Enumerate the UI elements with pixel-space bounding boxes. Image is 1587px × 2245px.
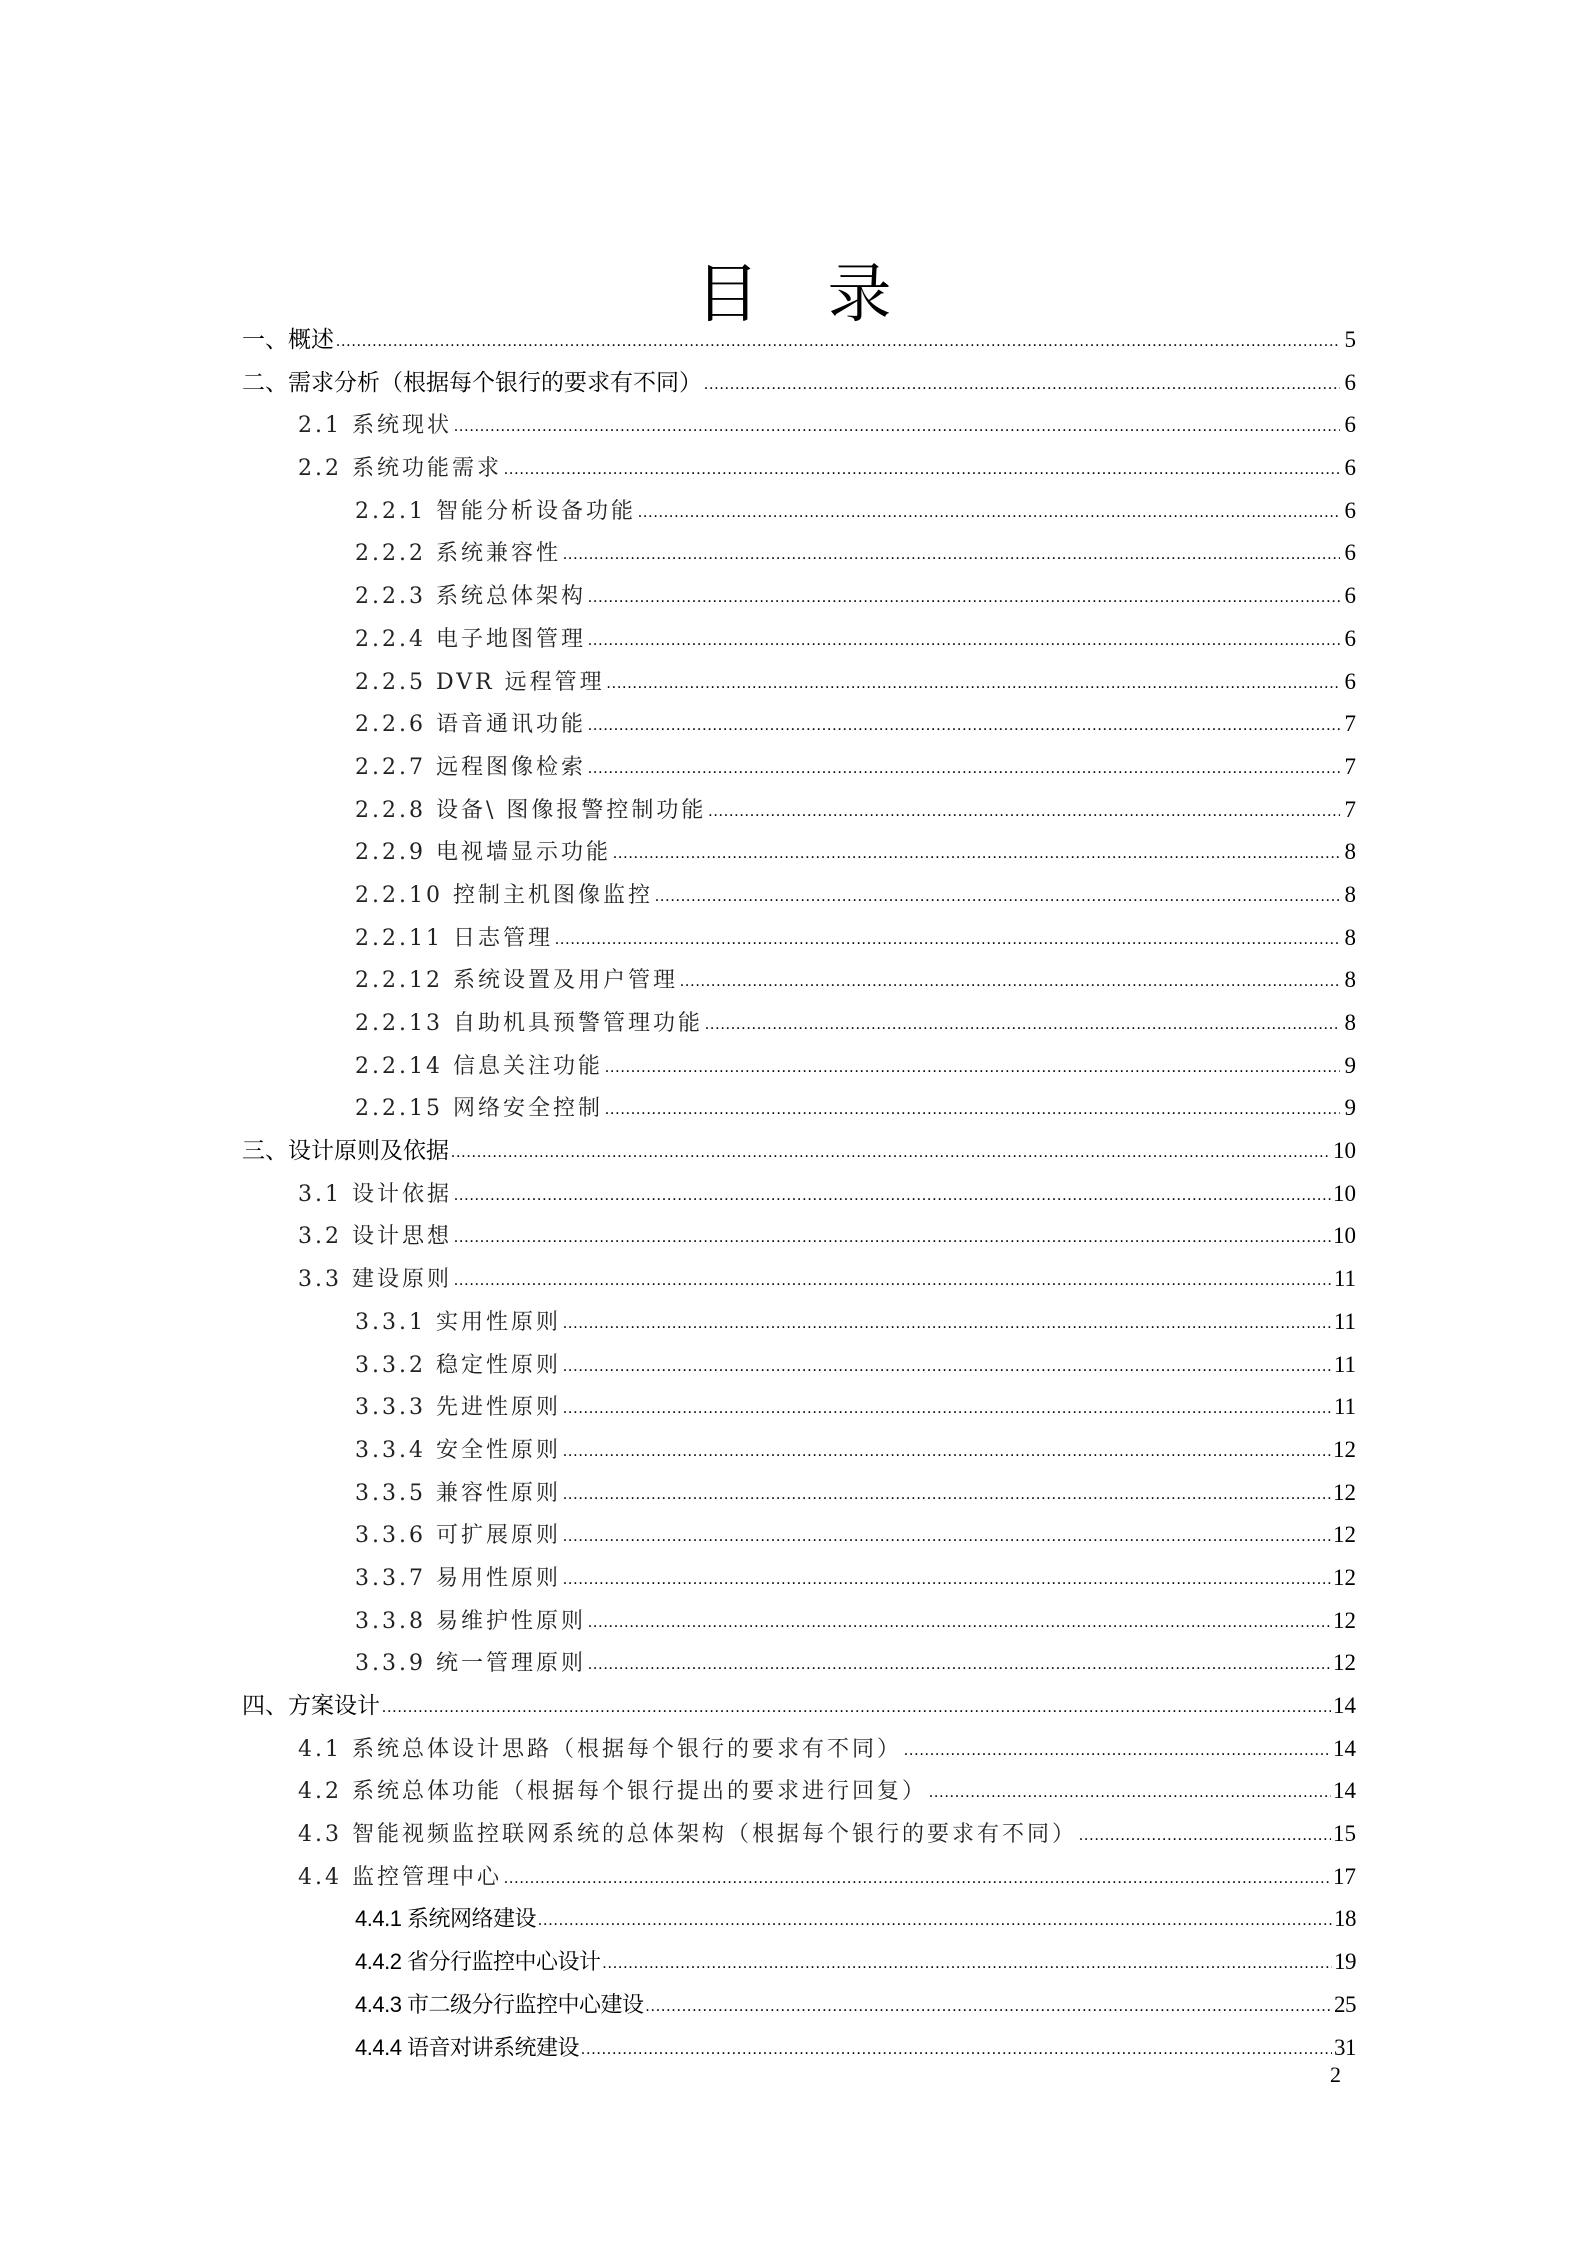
toc-entry-2-2-7[interactable] <box>242 746 1356 789</box>
toc-entry-label: 2.2.15 网络安全控制 <box>355 1096 603 1122</box>
toc-entry-page: 17 <box>1333 1863 1356 1889</box>
toc-entry-label: 3.3.8 易维护性原则 <box>355 1608 586 1634</box>
toc-entry-2-2-14[interactable] <box>242 1045 1356 1088</box>
toc-entry-label: 4.4.1 系统网络建设 <box>355 1906 537 1932</box>
dot-leader <box>454 1175 1331 1218</box>
toc-entry-label: 2.2.9 电视墙显示功能 <box>355 840 611 866</box>
toc-entry-label: 三、设计原则及依据 <box>242 1138 449 1165</box>
toc-entry-label: 四、方案设计 <box>242 1693 380 1719</box>
dot-leader <box>504 1858 1331 1901</box>
toc-entry-page: 6 <box>1344 540 1356 566</box>
toc-entry-label: 2.2.6 语音通讯功能 <box>355 712 586 738</box>
dot-leader <box>929 1772 1331 1815</box>
toc-entry-label: 2.2 系统功能需求 <box>298 456 502 482</box>
toc-entry-page: 10 <box>1333 1180 1356 1206</box>
toc-entry-2-2-8[interactable] <box>242 789 1356 832</box>
toc-entry-page: 11 <box>1333 1351 1356 1377</box>
toc-entry-page: 12 <box>1333 1564 1356 1590</box>
toc-entry-label: 3.3.6 可扩展原则 <box>355 1523 561 1549</box>
toc-entry-page: 6 <box>1344 625 1356 651</box>
dot-leader <box>555 919 1340 962</box>
toc-entry-page: 18 <box>1334 1906 1356 1932</box>
toc-entry-page: 6 <box>1344 455 1356 481</box>
dot-leader <box>646 1986 1332 2029</box>
toc-entry-4-4-3[interactable] <box>242 1984 1356 2027</box>
toc-entry-page: 9 <box>1344 1095 1356 1121</box>
toc-entry-2-2[interactable] <box>242 447 1356 490</box>
toc-entry-label: 3.3.9 统一管理原则 <box>355 1651 586 1677</box>
toc-entry-label: 4.4 监控管理中心 <box>298 1864 502 1890</box>
toc-entry-4[interactable] <box>242 1685 1356 1728</box>
page-title: 目录 <box>695 257 960 332</box>
dot-leader <box>588 1602 1331 1645</box>
toc-entry-label: 2.2.1 智能分析设备功能 <box>355 498 636 524</box>
toc-entry-label: 3.3.2 稳定性原则 <box>355 1352 561 1378</box>
toc-entry-label: 2.2.14 信息关注功能 <box>355 1053 603 1079</box>
toc-entry-page: 7 <box>1344 796 1356 822</box>
toc-entry-label: 3.1 设计依据 <box>298 1181 452 1207</box>
dot-leader <box>563 534 1340 577</box>
toc-entry-page: 8 <box>1344 924 1356 950</box>
toc-entry-label: 二、需求分析（根据每个银行的要求有不同） <box>242 369 702 396</box>
toc-entry-page: 12 <box>1333 1607 1356 1633</box>
dot-leader <box>581 2029 1332 2072</box>
toc-entry-page: 6 <box>1344 497 1356 523</box>
dot-leader <box>704 364 1340 407</box>
toc-entry-label: 2.2.3 系统总体架构 <box>355 584 586 610</box>
dot-leader <box>588 620 1340 663</box>
toc-entry-3-3-2[interactable] <box>242 1344 1356 1387</box>
toc-entry-label: 3.3.5 兼容性原则 <box>355 1480 561 1506</box>
toc-entry-page: 11 <box>1333 1394 1356 1420</box>
dot-leader <box>605 1047 1340 1090</box>
toc-entry-label: 3.3.3 先进性原则 <box>355 1395 561 1421</box>
toc-entry-label: 4.4.3 市二级分行监控中心建设 <box>355 1991 644 2017</box>
toc-entry-3-3[interactable] <box>242 1258 1356 1301</box>
toc-entry-2-2-11[interactable] <box>242 917 1356 960</box>
toc-entry-label: 2.2.2 系统兼容性 <box>355 541 561 567</box>
toc-entry-3-3-6[interactable] <box>242 1514 1356 1557</box>
dot-leader <box>680 961 1340 1004</box>
toc-entry-page: 25 <box>1334 1991 1356 2017</box>
toc-entry-page: 11 <box>1333 1266 1356 1292</box>
toc-entry-page: 6 <box>1344 583 1356 609</box>
dot-leader <box>1079 1815 1331 1858</box>
toc-entry-2-2-2[interactable] <box>242 532 1356 575</box>
toc-entry-page: 12 <box>1333 1436 1356 1462</box>
dot-leader <box>454 1260 1332 1303</box>
dot-leader <box>504 449 1340 492</box>
toc-entry-2-2-13[interactable] <box>242 1002 1356 1045</box>
toc-entry-page: 14 <box>1333 1735 1356 1761</box>
toc-entry-page: 12 <box>1333 1650 1356 1676</box>
dot-leader <box>454 406 1340 449</box>
toc-entry-label: 4.1 系统总体设计思路（根据每个银行的要求有不同） <box>298 1736 902 1762</box>
dot-leader <box>588 705 1340 748</box>
toc-entry-label: 2.2.4 电子地图管理 <box>355 626 586 652</box>
toc-entry-3-1[interactable] <box>242 1173 1356 1216</box>
dot-leader <box>563 1388 1332 1431</box>
toc-entry-2[interactable] <box>242 362 1356 405</box>
toc-entry-label: 3.2 设计思想 <box>298 1224 452 1250</box>
toc-entry-4-2[interactable] <box>242 1770 1356 1813</box>
dot-leader <box>563 1516 1331 1559</box>
toc-entry-label: 2.2.11 日志管理 <box>355 925 553 951</box>
toc-entry-page: 6 <box>1344 369 1356 395</box>
toc-entry-4-4-2[interactable] <box>242 1941 1356 1984</box>
dot-leader <box>563 1559 1331 1602</box>
dot-leader <box>655 876 1340 919</box>
toc-entry-page: 7 <box>1344 711 1356 737</box>
page-number: 2 <box>1330 2062 1341 2087</box>
toc-entry-label: 3.3.1 实用性原则 <box>355 1309 561 1335</box>
toc-entry-3-2[interactable] <box>242 1215 1356 1258</box>
dot-leader <box>563 1431 1331 1474</box>
toc-entry-2-2-12[interactable] <box>242 959 1356 1002</box>
toc-entry-page: 14 <box>1333 1778 1356 1804</box>
toc-entry-4-1[interactable] <box>242 1728 1356 1771</box>
toc-entry-page: 9 <box>1344 1052 1356 1078</box>
toc-entry-1[interactable] <box>242 319 1356 362</box>
toc-entry-label: 2.1 系统现状 <box>298 413 452 439</box>
toc-entry-label: 2.2.12 系统设置及用户管理 <box>355 968 678 994</box>
toc-entry-label: 2.2.10 控制主机图像监控 <box>355 882 653 908</box>
toc-entry-page: 10 <box>1333 1138 1356 1164</box>
toc-entry-3-3-8[interactable] <box>242 1600 1356 1643</box>
toc-entry-label: 4.2 系统总体功能（根据每个银行提出的要求进行回复） <box>298 1779 927 1805</box>
toc-entry-page: 8 <box>1344 967 1356 993</box>
toc-entry-page: 8 <box>1344 881 1356 907</box>
dot-leader <box>904 1730 1331 1773</box>
toc-entry-page: 8 <box>1344 1010 1356 1035</box>
toc-entry-3-3-1[interactable] <box>242 1301 1356 1344</box>
dot-leader <box>538 1900 1332 1943</box>
toc-entry-2-2-9[interactable] <box>242 831 1356 874</box>
toc-entry-2-2-3[interactable] <box>242 575 1356 618</box>
dot-leader <box>563 1474 1331 1517</box>
dot-leader <box>638 492 1340 535</box>
toc-entry-3-3-3[interactable] <box>242 1386 1356 1429</box>
dot-leader <box>605 1089 1340 1132</box>
toc-entry-page: 7 <box>1344 753 1356 779</box>
toc-entry-4-4-4[interactable] <box>242 2027 1356 2070</box>
toc-entry-label: 3.3.7 易用性原则 <box>355 1565 561 1591</box>
toc-entry-3-3-9[interactable] <box>242 1642 1356 1685</box>
toc-entry-label: 2.2.13 自助机具预警管理功能 <box>355 1011 703 1036</box>
toc-entry-page: 12 <box>1333 1522 1356 1548</box>
toc-entry-label: 一、概述 <box>242 327 334 353</box>
toc-entry-page: 14 <box>1333 1693 1356 1718</box>
toc-entry-4-4-1[interactable] <box>242 1898 1356 1941</box>
dot-leader <box>382 1687 1331 1730</box>
toc-entry-page: 6 <box>1344 412 1356 438</box>
toc-entry-4-3[interactable] <box>242 1813 1356 1856</box>
toc-entry-2-2-4[interactable] <box>242 618 1356 661</box>
dot-leader <box>705 1004 1340 1047</box>
toc-entry-page: 5 <box>1344 327 1356 352</box>
dot-leader <box>563 1346 1332 1389</box>
dot-leader <box>336 321 1340 364</box>
toc-entry-label: 2.2.7 远程图像检索 <box>355 754 586 780</box>
dot-leader <box>613 833 1340 876</box>
toc-entry-2-2-5[interactable] <box>242 661 1356 704</box>
toc-entry-label: 3.3 建设原则 <box>298 1267 452 1293</box>
toc-entry-2-2-6[interactable] <box>242 703 1356 746</box>
table-of-contents <box>242 319 1356 2069</box>
dot-leader <box>708 791 1340 834</box>
dot-leader <box>588 1644 1331 1687</box>
toc-entry-2-2-10[interactable] <box>242 874 1356 917</box>
toc-entry-3-3-5[interactable] <box>242 1472 1356 1515</box>
toc-entry-label: 4.4.2 省分行监控中心设计 <box>355 1949 601 1975</box>
dot-leader <box>607 663 1340 706</box>
toc-entry-2-2-15[interactable] <box>242 1087 1356 1130</box>
toc-entry-page: 12 <box>1333 1479 1356 1505</box>
toc-entry-label: 3.3.4 安全性原则 <box>355 1437 561 1463</box>
toc-entry-label: 2.2.8 设备\ 图像报警控制功能 <box>355 797 707 823</box>
toc-entry-3[interactable] <box>242 1130 1356 1173</box>
dot-leader <box>588 577 1340 620</box>
toc-entry-page: 10 <box>1333 1223 1356 1249</box>
toc-entry-2-2-1[interactable] <box>242 490 1356 533</box>
toc-entry-page: 6 <box>1344 668 1356 694</box>
toc-entry-page: 19 <box>1334 1949 1356 1975</box>
dot-leader <box>563 1303 1332 1346</box>
toc-entry-label: 4.4.4 语音对讲系统建设 <box>355 2034 580 2060</box>
dot-leader <box>588 748 1340 791</box>
toc-entry-page: 11 <box>1333 1308 1356 1334</box>
toc-entry-label: 4.3 智能视频监控联网系统的总体架构（根据每个银行的要求有不同） <box>298 1822 1077 1848</box>
toc-entry-4-4[interactable] <box>242 1856 1356 1899</box>
dot-leader <box>451 1132 1331 1175</box>
toc-entry-3-3-4[interactable] <box>242 1429 1356 1472</box>
dot-leader <box>454 1217 1331 1260</box>
toc-entry-2-1[interactable] <box>242 404 1356 447</box>
toc-entry-page: 8 <box>1344 839 1356 865</box>
toc-entry-page: 15 <box>1333 1821 1356 1847</box>
toc-entry-label: 2.2.5 DVR 远程管理 <box>355 669 605 695</box>
toc-entry-page: 31 <box>1334 2034 1356 2060</box>
toc-entry-3-3-7[interactable] <box>242 1557 1356 1600</box>
dot-leader <box>603 1943 1332 1986</box>
